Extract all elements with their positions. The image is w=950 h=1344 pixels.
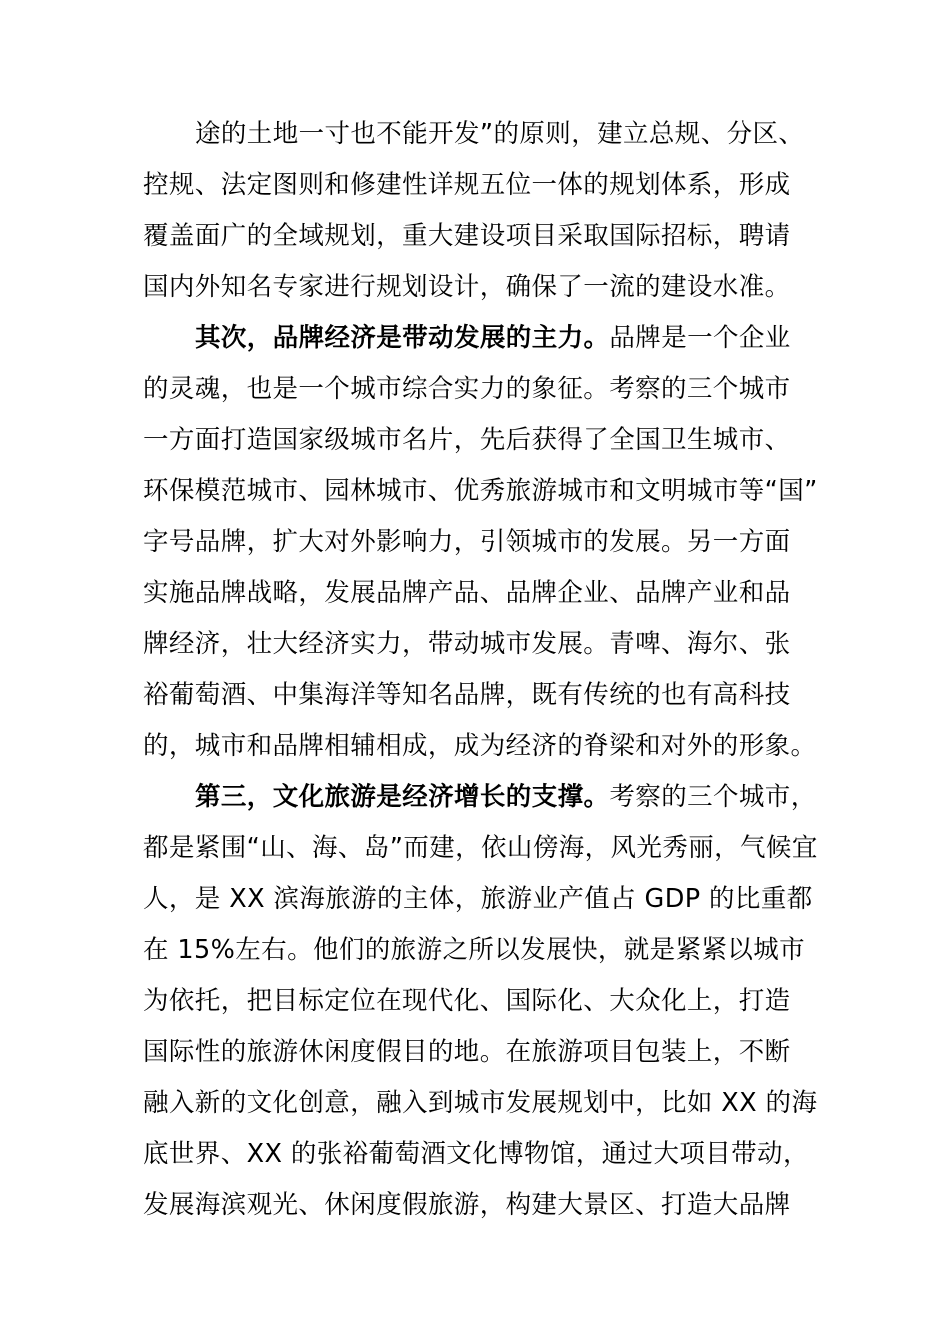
paragraph-3-line-8: 底世界、XX 的张裕葡萄酒文化博物馆，通过大项目带动， (143, 1139, 809, 1169)
paragraph-3-line-1-text: 考察的三个城市， (609, 782, 817, 812)
paragraph-2-line-3: 一方面打造国家级城市名片，先后获得了全国卫生城市、 (143, 425, 791, 455)
paragraph-2-line-6: 实施品牌战略，发展品牌产品、品牌企业、品牌产业和品 (143, 578, 791, 608)
paragraph-2-line-5: 字号品牌，扩大对外影响力，引领城市的发展。另一方面 (143, 527, 791, 557)
paragraph-3-lead-heading: 第三，文化旅游是经济增长的支撑。 (195, 782, 610, 812)
paragraph-2-line-1-text: 品牌是一个企业 (609, 323, 791, 353)
paragraph-1-line-4: 国内外知名专家进行规划设计，确保了一流的建设水准。 (143, 272, 791, 302)
paragraph-2-line-2: 的灵魂，也是一个城市综合实力的象征。考察的三个城市 (143, 374, 791, 404)
paragraph-2-line-9: 的，城市和品牌相辅相成，成为经济的脊梁和对外的形象。 (143, 731, 817, 761)
paragraph-1-line-3: 覆盖面广的全域规划，重大建设项目采取国际招标，聘请 (143, 221, 791, 251)
paragraph-2-line-4: 环保模范城市、园林城市、优秀旅游城市和文明城市等“国” (143, 476, 818, 506)
paragraph-3-line-6: 国际性的旅游休闲度假目的地。在旅游项目包装上，不断 (143, 1037, 791, 1067)
paragraph-3-line-3: 人，是 XX 滨海旅游的主体，旅游业产值占 GDP 的比重都 (143, 884, 813, 914)
paragraph-3-line-1 (195, 780, 825, 814)
paragraph-2-line-7: 牌经济，壮大经济实力，带动城市发展。青啤、海尔、张 (143, 629, 791, 659)
paragraph-1-line-1: 途的土地一寸也不能开发”的原则，建立总规、分区、 (195, 119, 805, 149)
paragraph-3-line-5: 为依托，把目标定位在现代化、国际化、大众化上，打造 (143, 986, 791, 1016)
paragraph-3-line-4: 在 15%左右。他们的旅游之所以发展快，就是紧紧以城市 (143, 935, 806, 965)
paragraph-3-line-2: 都是紧围“山、海、岛”而建，依山傍海，风光秀丽，气候宜 (143, 833, 818, 863)
paragraph-2-lead-heading: 其次，品牌经济是带动发展的主力。 (195, 323, 610, 353)
paragraph-3-line-7: 融入新的文化创意，融入到城市发展规划中，比如 XX 的海 (143, 1088, 818, 1118)
paragraph-2-line-8: 裕葡萄酒、中集海洋等知名品牌，既有传统的也有高科技 (143, 680, 791, 710)
paragraph-3-line-9: 发展海滨观光、休闲度假旅游，构建大景区、打造大品牌 (143, 1190, 791, 1220)
paragraph-1-line-2: 控规、法定图则和修建性详规五位一体的规划体系，形成 (143, 170, 791, 200)
paragraph-2-line-1 (195, 321, 825, 355)
